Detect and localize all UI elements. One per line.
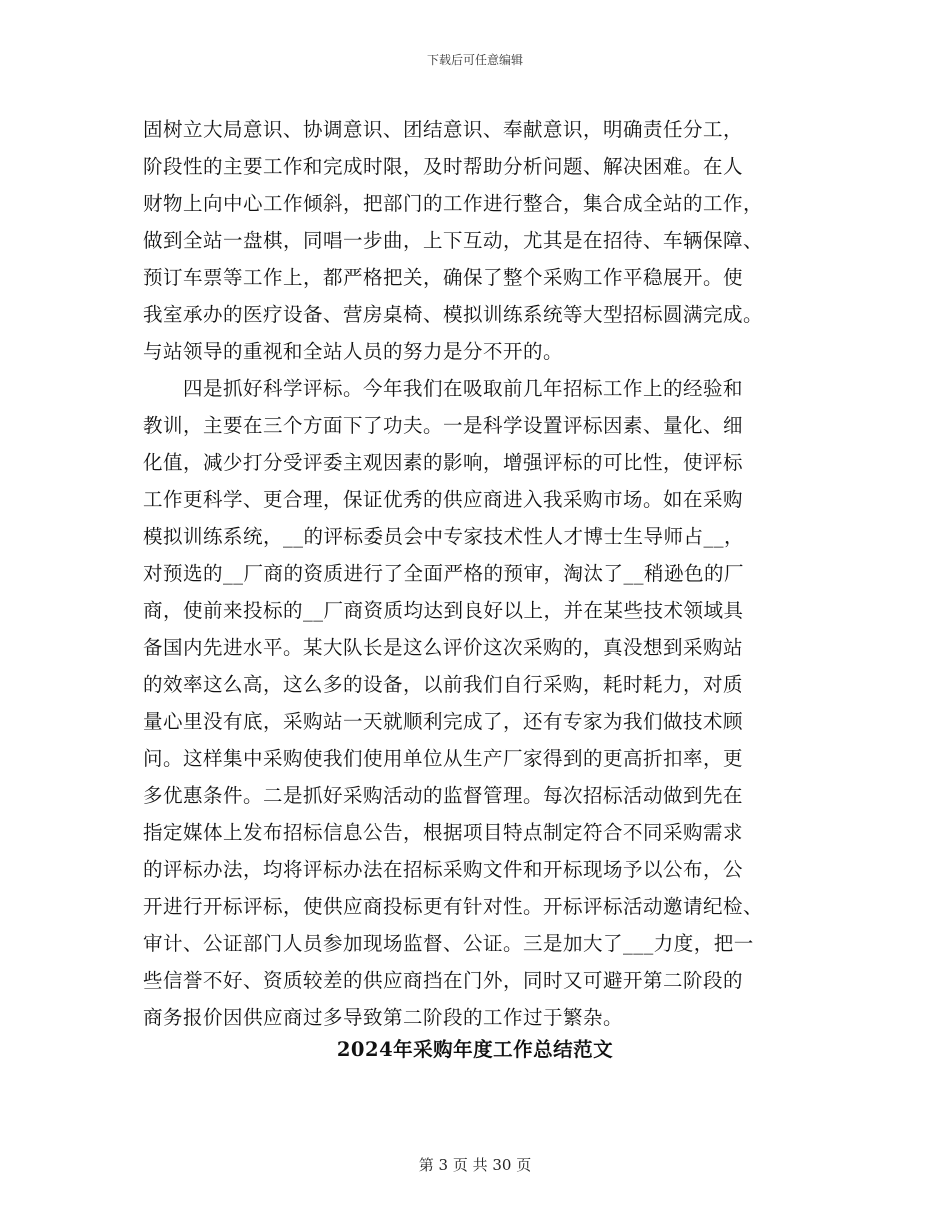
body-line: 做到全站一盘棋，同唱一步曲，上下互动，尤其是在招待、车辆保障、 [143, 229, 764, 252]
body-line: 预订车票等工作上，都严格把关，确保了整个采购工作平稳展开。使 [143, 266, 744, 289]
body-line: 工作更科学、更合理，保证优秀的供应商进入我采购市场。如在采购 [143, 488, 744, 511]
body-line: 教训，主要在三个方面下了功夫。一是科学设置评标因素、量化、细 [143, 414, 744, 437]
body-line: 指定媒体上发布招标信息公告，根据项目特点制定符合不同采购需求 [143, 821, 744, 844]
body-line: 四是抓好科学评标。今年我们在吸取前几年招标工作上的经验和 [143, 377, 744, 400]
body-line: 备国内先进水平。某大队长是这么评价这次采购的，真没想到采购站 [143, 636, 744, 659]
body-line: 审计、公证部门人员参加现场监督、公证。三是加大了___力度，把一 [143, 932, 754, 955]
body-line: 多优惠条件。二是抓好采购活动的监督管理。每次招标活动做到先在 [143, 784, 744, 807]
body-line: 商，使前来投标的__厂商资质均达到良好以上，并在某些技术领域具 [143, 599, 744, 622]
body-line: 的评标办法，均将评标办法在招标采购文件和开标现场予以公布，公 [143, 858, 744, 881]
page-header: 下载后可任意编辑 [426, 53, 523, 67]
body-line: 开进行开标评标，使供应商投标更有针对性。开标评标活动邀请纪检、 [143, 895, 764, 918]
body-line: 对预选的__厂商的资质进行了全面严格的预审，淘汰了__稍逊色的厂 [143, 562, 745, 585]
body-line: 阶段性的主要工作和完成时限，及时帮助分析问题、解决困难。在人 [143, 155, 744, 178]
document-body [143, 111, 809, 1036]
body-line: 的效率这么高，这么多的设备，以前我们自行采购，耗时耗力，对质 [143, 673, 744, 696]
page-footer: 第 3 页 共 30 页 [418, 1156, 532, 1174]
body-line: 模拟训练系统，__的评标委员会中专家技术性人才博士生导师占__， [143, 525, 745, 548]
body-line: 化值，减少打分受评委主观因素的影响，增强评标的可比性，使评标 [143, 451, 744, 474]
body-line: 固树立大局意识、协调意识、团结意识、奉献意识，明确责任分工， [143, 118, 744, 141]
body-line: 些信誉不好、资质较差的供应商挡在门外，同时又可避开第二阶段的 [143, 969, 744, 992]
document-title: 2024年采购年度工作总结范文 [336, 1038, 614, 1061]
body-line: 商务报价因供应商过多导致第二阶段的工作过于繁杂。 [143, 1006, 624, 1029]
body-line: 问。这样集中采购使我们使用单位从生产厂家得到的更高折扣率，更 [143, 747, 744, 770]
body-line: 我室承办的医疗设备、营房桌椅、模拟训练系统等大型招标圆满完成。 [143, 303, 764, 326]
body-line: 财物上向中心工作倾斜，把部门的工作进行整合，集合成全站的工作， [143, 192, 764, 215]
body-line: 量心里没有底，采购站一天就顺利完成了，还有专家为我们做技术顾 [143, 710, 744, 733]
body-line: 与站领导的重视和全站人员的努力是分不开的。 [143, 340, 564, 363]
